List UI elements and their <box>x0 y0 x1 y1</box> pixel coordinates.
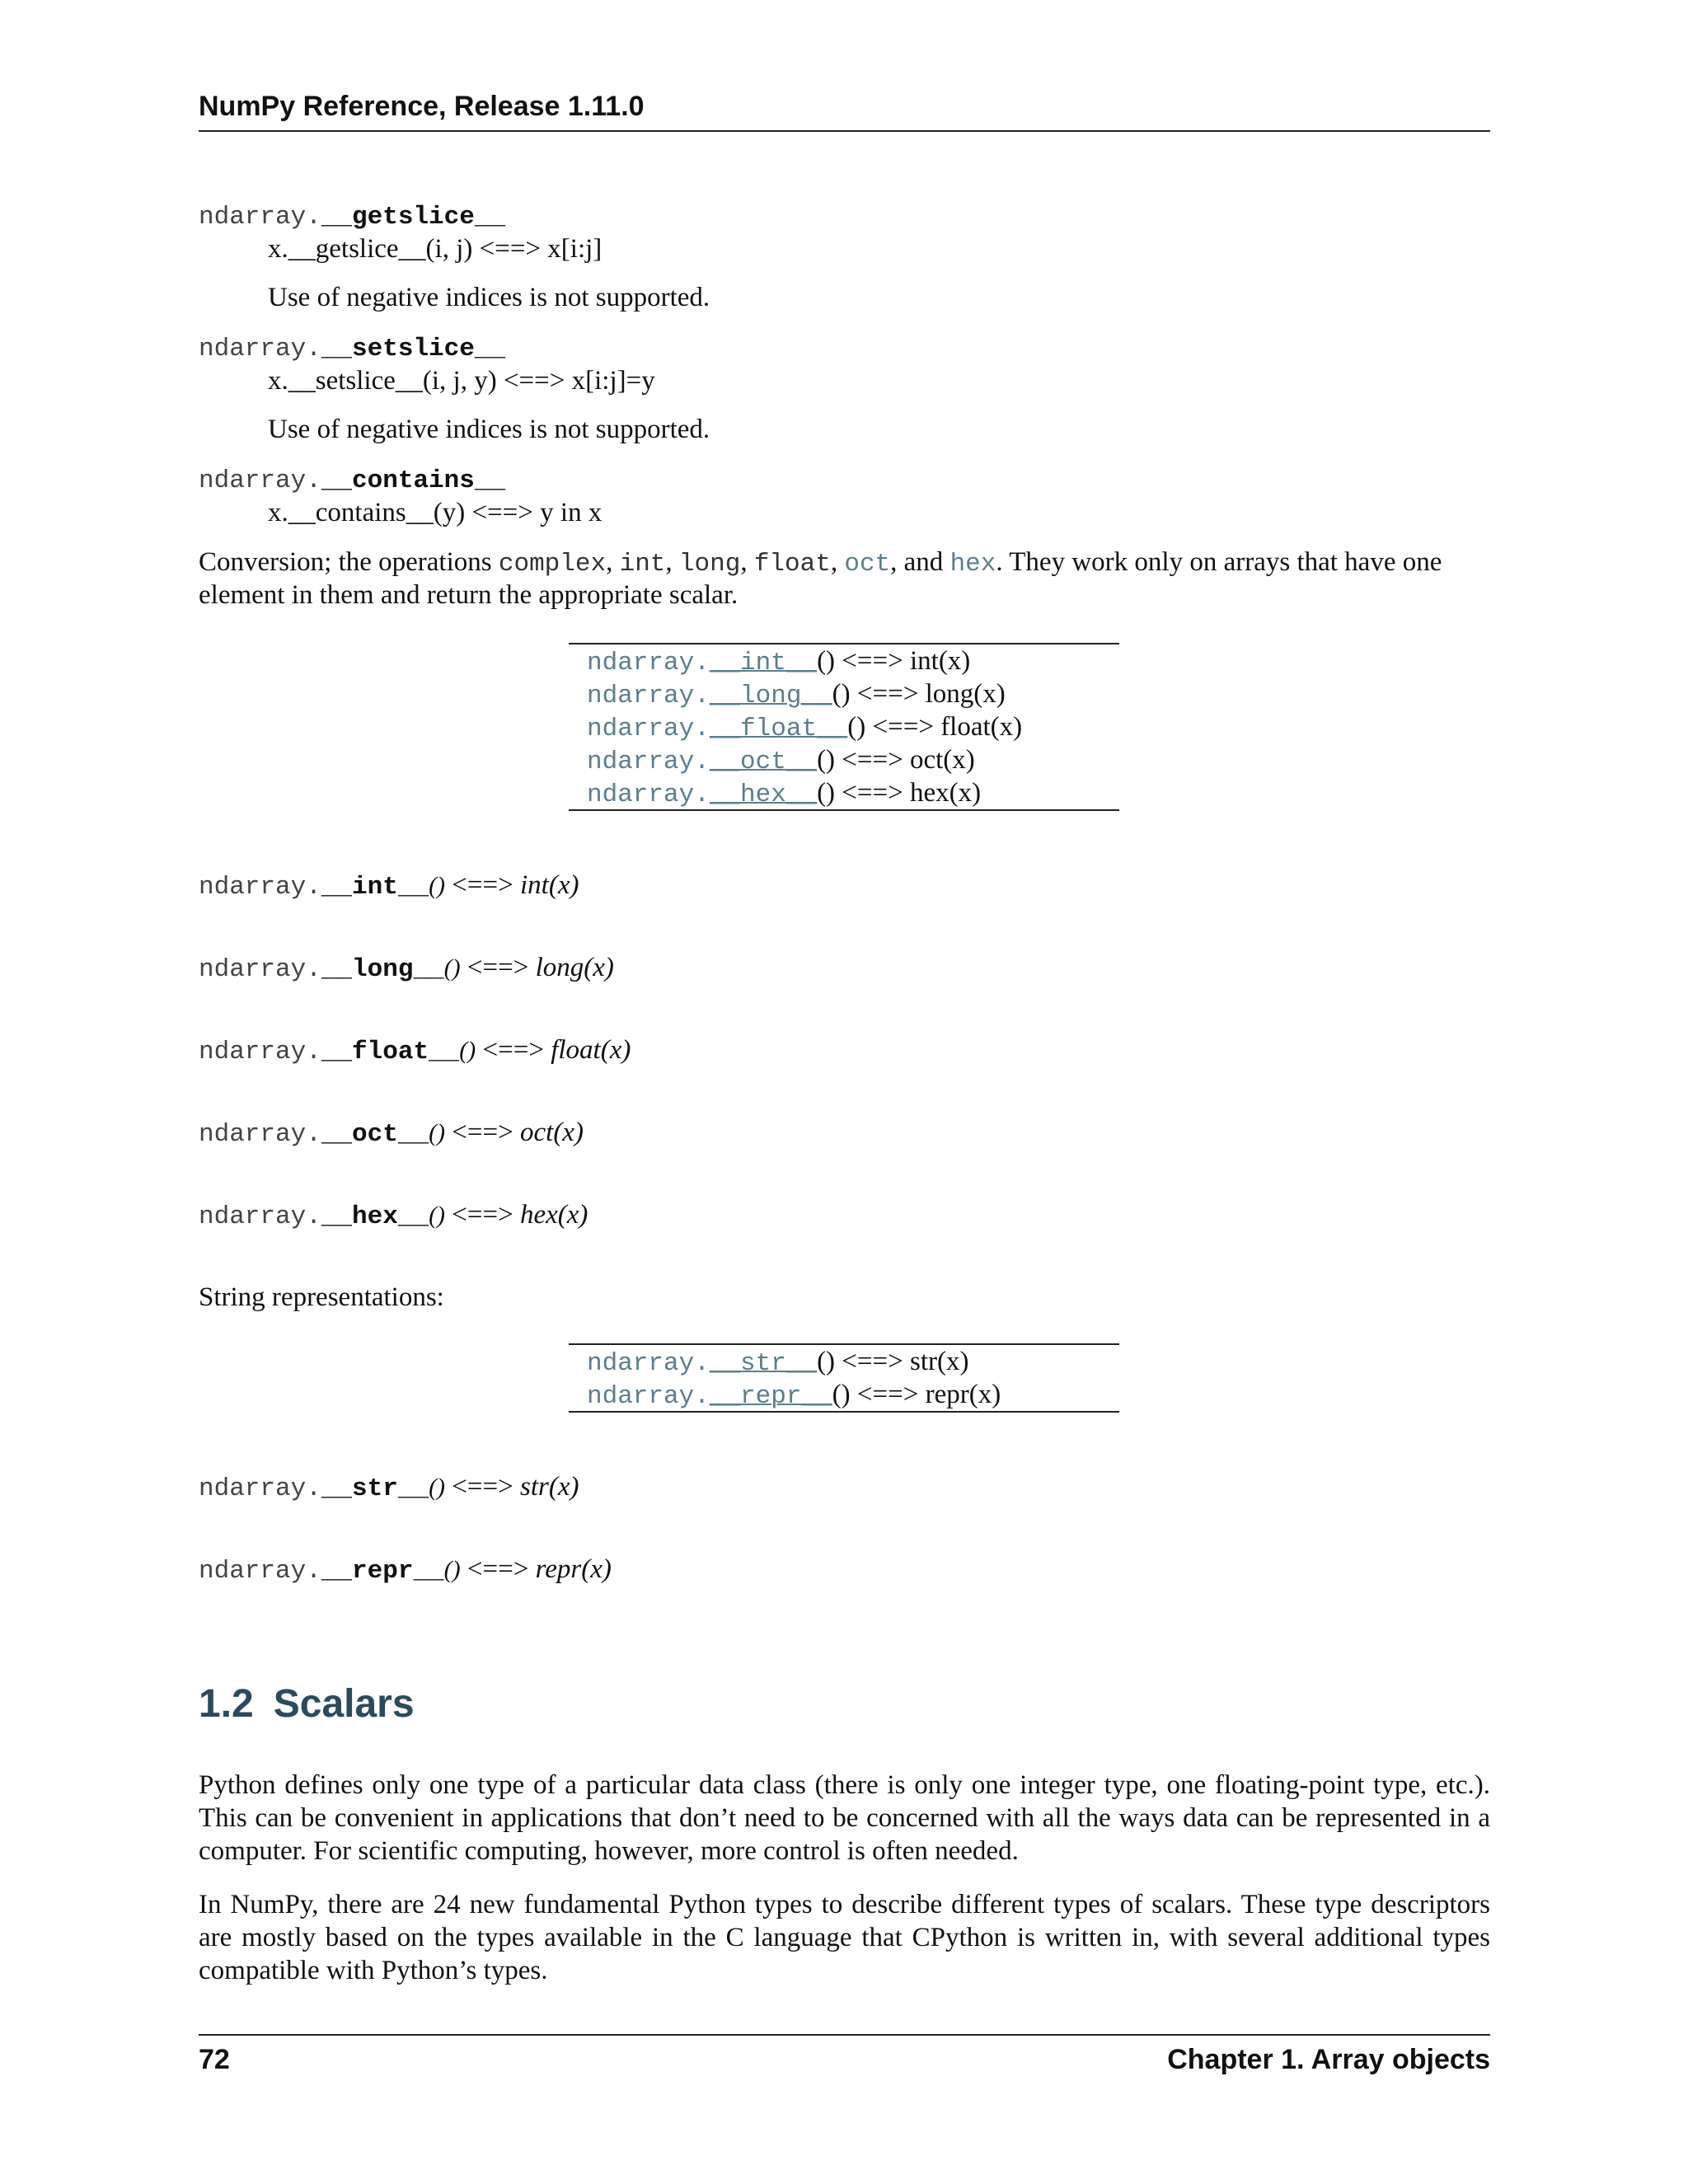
table-row: ndarray.__long__() <==> long(x) <box>587 679 1006 710</box>
method-desc-setslice: x.__setslice__(i, j, y) <==> x[i:j]=y <box>268 366 655 396</box>
table-row: ndarray.__float__() <==> float(x) <box>587 712 1023 743</box>
conversion-paragraph-line2: element in them and return the appropriate scalar. <box>199 580 738 610</box>
method-signature-str: ndarray.__str__() <==> str(x) <box>199 1472 579 1503</box>
method-signature-getslice <box>199 203 505 232</box>
method-signature-long: ndarray.__long__() <==> long(x) <box>199 953 614 984</box>
conversion-summary-table <box>569 643 1119 811</box>
method-link[interactable]: ndarray.__oct__ <box>587 748 818 776</box>
method-note-setslice: Use of negative indices is not supported. <box>268 415 710 444</box>
section-heading <box>199 1681 415 1727</box>
page-number: 72 <box>199 2044 230 2075</box>
method-signature-float: ndarray.__float__() <==> float(x) <box>199 1035 631 1066</box>
method-link[interactable]: ndarray.__float__ <box>587 715 848 743</box>
table-row: ndarray.__repr__() <==> repr(x) <box>587 1380 1001 1411</box>
method-signature-int: ndarray.__int__() <==> int(x) <box>199 870 579 902</box>
sig-prefix: ndarray. <box>199 335 321 363</box>
sig-prefix: ndarray. <box>199 466 321 495</box>
table-bottom-rule <box>569 1411 1119 1413</box>
table-bottom-rule <box>569 809 1119 811</box>
table-row: ndarray.__hex__() <==> hex(x) <box>587 778 982 809</box>
method-link[interactable]: ndarray.__long__ <box>587 682 832 710</box>
method-desc-getslice: x.__getslice__(i, j) <==> x[i:j] <box>268 234 603 264</box>
running-header: NumPy Reference, Release 1.11.0 <box>199 91 645 122</box>
body-paragraph-1: Python defines only one type of a particular data class (there is only one integer type, one floating-point type, etc.). This can be convenient in applications that don’t need to be concerned with all the ways data can be represented in a computer. For scientific computing, however, more control is often needed. <box>199 1770 1490 1866</box>
footer-rule <box>199 2034 1490 2036</box>
table-row: ndarray.__str__() <==> str(x) <box>587 1347 969 1378</box>
chapter-title: Chapter 1. Array objects <box>1167 2044 1490 2075</box>
method-link[interactable]: ndarray.__hex__ <box>587 780 818 809</box>
conversion-paragraph-line1: Conversion; the operations complex, int, long, float, oct, and hex. They work only on arrays that have one <box>199 547 1442 579</box>
op-oct-link[interactable]: oct <box>844 550 891 579</box>
method-note-getslice: Use of negative indices is not supported. <box>268 283 710 312</box>
op-long: long <box>678 550 741 579</box>
method-signature-setslice <box>199 335 505 363</box>
method-signature-hex: ndarray.__hex__() <==> hex(x) <box>199 1200 588 1231</box>
op-hex-link[interactable]: hex <box>950 550 996 579</box>
table-row: ndarray.__int__() <==> int(x) <box>587 646 971 677</box>
body-paragraph-2: In NumPy, there are 24 new fundamental Python types to describe different types of scalars. These type descriptors are mostly based on the types available in the C language that CPython is written in, with several additional types compatible with Python’s types. <box>199 1890 1490 1985</box>
method-link[interactable]: ndarray.__repr__ <box>587 1382 832 1411</box>
section-number: 1.2 <box>199 1682 254 1726</box>
method-signature-repr: ndarray.__repr__() <==> repr(x) <box>199 1554 612 1586</box>
sig-name: __getslice__ <box>321 203 506 232</box>
method-signature-contains <box>199 466 505 495</box>
op-float: float <box>753 550 831 579</box>
method-link[interactable]: ndarray.__int__ <box>587 649 818 677</box>
section-title: Scalars <box>273 1682 415 1726</box>
method-signature-oct: ndarray.__oct__() <==> oct(x) <box>199 1118 584 1149</box>
sig-name: __contains__ <box>321 466 506 495</box>
sig-prefix: ndarray. <box>199 203 321 232</box>
string-summary-table <box>569 1343 1119 1413</box>
method-link[interactable]: ndarray.__str__ <box>587 1349 818 1378</box>
table-row: ndarray.__oct__() <==> oct(x) <box>587 745 975 776</box>
document-page <box>199 0 1490 2184</box>
sig-name: __setslice__ <box>321 335 506 363</box>
method-desc-contains: x.__contains__(y) <==> y in x <box>268 498 603 527</box>
string-repr-label: String representations: <box>199 1282 444 1312</box>
op-int: int <box>619 550 666 579</box>
header-rule <box>199 130 1490 132</box>
op-complex: complex <box>498 550 607 579</box>
